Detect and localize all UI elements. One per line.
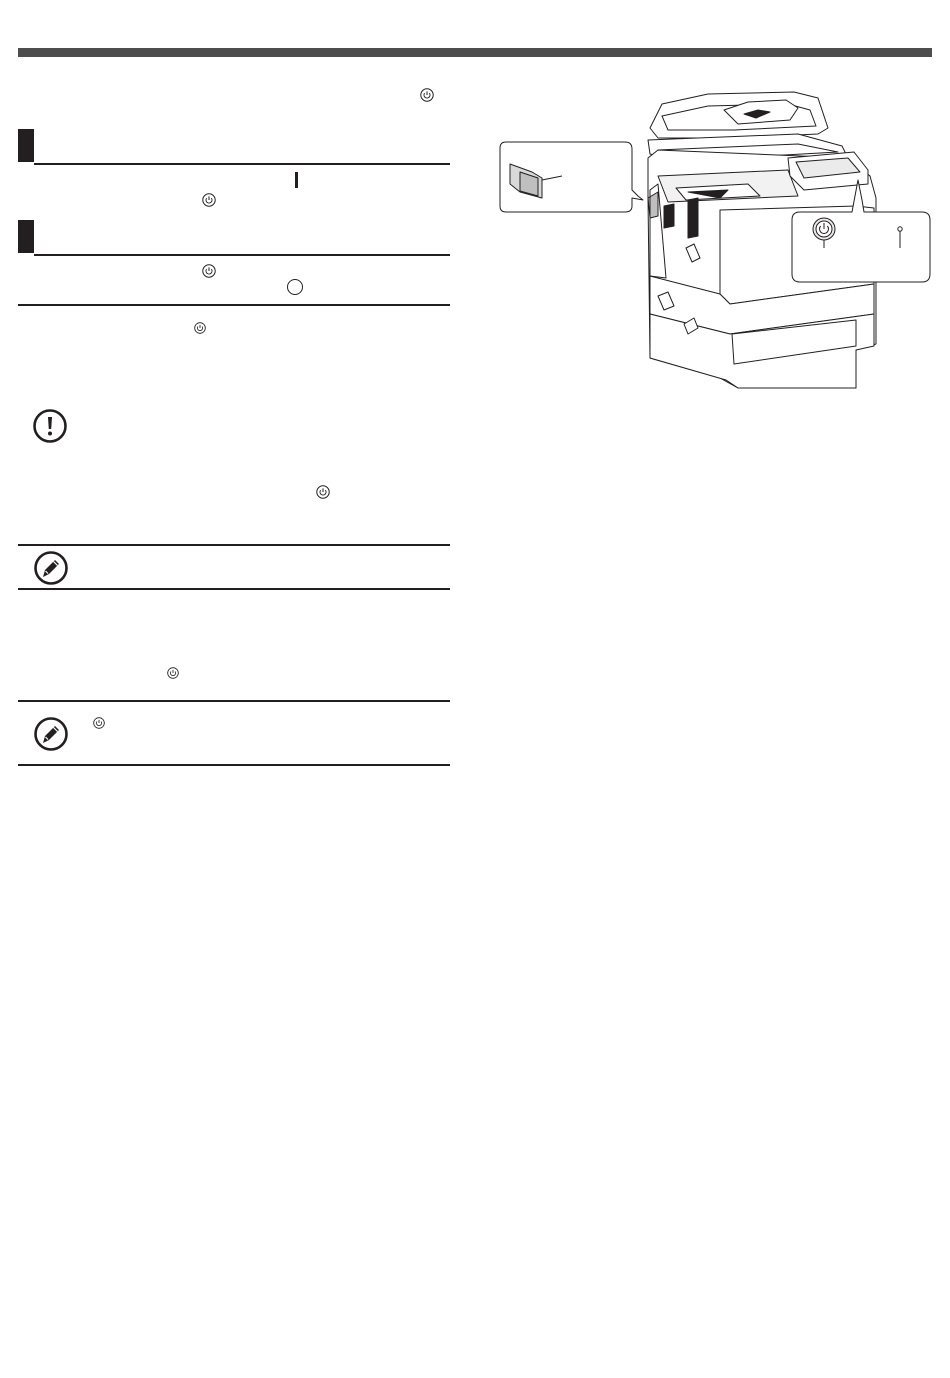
note-pencil-icon	[33, 550, 69, 586]
machine-illustration	[498, 88, 934, 392]
power-icon	[316, 485, 330, 499]
section-rule-end	[18, 304, 450, 306]
section-marker-turn-on	[18, 129, 34, 162]
note-rule-top	[18, 544, 450, 546]
note-rule-bottom	[18, 764, 450, 766]
top-rule	[18, 48, 932, 57]
note-rule-top	[18, 700, 450, 702]
power-icon	[202, 264, 216, 278]
power-icon	[194, 322, 206, 334]
section-marker-turn-off	[18, 220, 34, 253]
on-bar-icon	[295, 172, 298, 188]
caution-exclamation-icon	[32, 408, 68, 444]
power-icon	[420, 88, 434, 102]
power-icon	[202, 193, 216, 207]
section-rule-turn-on	[34, 163, 450, 165]
note-pencil-icon	[33, 716, 69, 752]
power-icon	[167, 667, 179, 679]
off-circle-icon	[287, 279, 303, 295]
power-icon	[93, 717, 105, 729]
section-rule-turn-off	[34, 254, 450, 256]
note-rule-bottom	[18, 588, 450, 590]
